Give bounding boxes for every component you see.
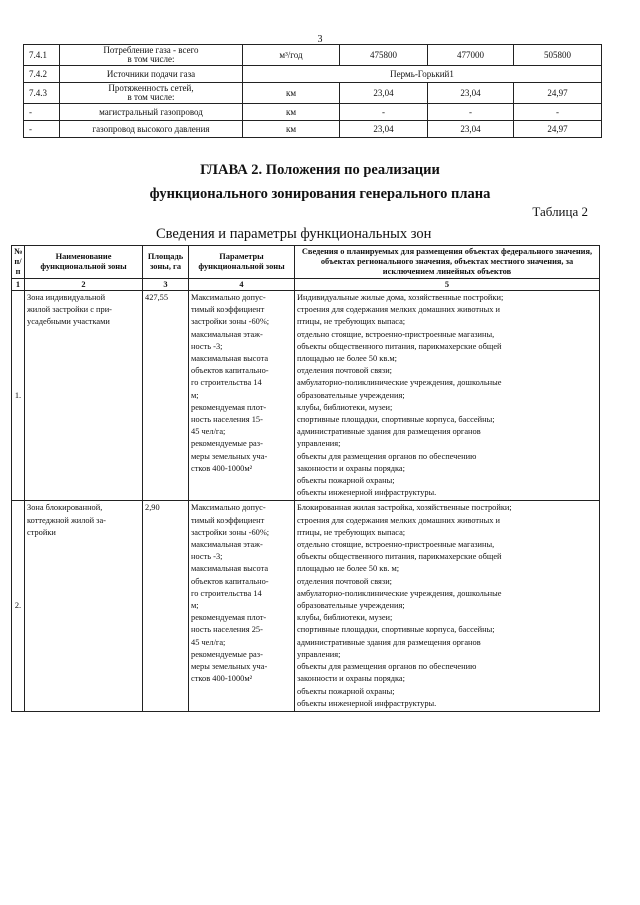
text-line: Максимально допус- [191, 293, 266, 302]
zone-area: 427,55 [143, 291, 189, 501]
zone-objects [295, 501, 600, 711]
row-name-line: в том числе: [127, 54, 175, 64]
text-line: объекты пожарной охраны; [297, 686, 395, 696]
row-name [60, 66, 243, 83]
text-line: законности и охраны порядка; [297, 463, 405, 473]
text-line: тимый коэффициент [191, 515, 265, 525]
row-number: 2. [12, 501, 25, 711]
text-line: объекты инженерной инфраструктуры. [297, 488, 437, 498]
text-line: объекты общественного питания, парикмахерские общей [297, 552, 502, 562]
text-line: отделения почтовой связи; [297, 366, 393, 376]
table-row [24, 121, 602, 138]
text-line: объекты инженерной инфраструктуры. [297, 698, 437, 708]
text-line: 45 чел/га; [191, 427, 226, 437]
row-name-line: Потребление газа - всего [103, 45, 199, 55]
column-number: 4 [189, 279, 295, 291]
table-row [24, 83, 602, 104]
text-line: Индивидуальные жилые дома, хозяйственные постройки; [297, 293, 504, 302]
table-row [24, 104, 602, 121]
zone-area: 2,90 [143, 501, 189, 711]
column-number: 3 [143, 279, 189, 291]
value-2: - [428, 104, 514, 121]
row-number: 7.4.1 [24, 45, 60, 66]
table-row [12, 291, 600, 501]
value-3: 24,97 [514, 83, 602, 104]
text-line: 45 чел/га; [191, 637, 226, 647]
text-line: образовательные учреждения; [297, 390, 405, 400]
text-line: Зона индивидуальной [27, 293, 106, 302]
text-line: объекты для размещения органов по обеспечению [297, 662, 477, 672]
text-line: спортивные площадки, спортивные корпуса, бассейны; [297, 415, 495, 425]
text-line: рекомендуемая плот- [191, 402, 267, 412]
row-number: 7.4.2 [24, 66, 60, 83]
text-line: го строительства 14 [191, 588, 262, 598]
chapter-line-2: функционального зонирования генерального плана [149, 186, 491, 202]
row-name-line: магистральный газопровод [99, 106, 203, 117]
value-3: 505800 [514, 45, 602, 66]
row-name-line: Источники подачи газа [106, 68, 196, 79]
row-number: 7.4.3 [24, 83, 60, 104]
value-3: 24,97 [514, 121, 602, 138]
text-line: отдельно стоящие, встроенно-пристроенные магазины, [297, 540, 495, 550]
text-line: рекомендуемые раз- [191, 649, 263, 659]
row-number: 1. [12, 291, 25, 501]
text-line: максимальная этаж- [191, 540, 263, 550]
text-line: го строительства 14 [191, 378, 262, 388]
chapter-heading [0, 158, 640, 206]
unit: км [243, 104, 340, 121]
text-line: Зона блокированной, [27, 503, 103, 513]
text-line: ность населения 25- [191, 625, 263, 635]
value-3: - [514, 104, 602, 121]
row-name-line: газопровод высокого давления [92, 123, 210, 134]
text-line: Блокированная жилая застройка, хозяйственные постройки; [297, 503, 512, 513]
row-name-line: в том числе: [127, 92, 175, 102]
chapter-line-1: ГЛАВА 2. Положения по реализации [200, 162, 440, 178]
unit: км [243, 83, 340, 104]
text-line: птицы, не требующих выпаса; [297, 317, 406, 327]
column-number: 5 [295, 279, 600, 291]
text-line: отдельно стоящие, встроенно-пристроенные магазины, [297, 329, 495, 339]
value-1: 23,04 [340, 121, 428, 138]
table-row [12, 501, 600, 711]
text-line: коттеджной жилой за- [27, 515, 106, 525]
text-line: м; [191, 390, 199, 400]
text-line: объектов капитально- [191, 366, 269, 376]
text-line: ность населения 15- [191, 415, 263, 425]
header-zone-name: Наименование функциональной зоны [25, 246, 143, 279]
row-name [60, 83, 243, 104]
gas-source: Пермь-Горький1 [243, 66, 602, 83]
text-line: меры земельных уча- [191, 662, 268, 672]
text-line: максимальная высота [191, 564, 269, 574]
text-line: м; [191, 601, 199, 611]
text-line: площадью не более 50 кв. м; [297, 564, 400, 574]
unit: м³/год [243, 45, 340, 66]
zone-params [189, 501, 295, 711]
text-line: площадью не более 50 кв.м; [297, 354, 397, 364]
text-line: отделения почтовой связи; [297, 576, 393, 586]
zone-objects [295, 291, 600, 501]
text-line: объекты пожарной охраны; [297, 476, 395, 486]
text-line: объекты общественного питания, парикмахерские общей [297, 341, 502, 351]
text-line: ность -3; [191, 341, 223, 351]
text-line: управления; [297, 649, 341, 659]
text-line: застройки зоны -60%; [191, 317, 270, 327]
text-line: рекомендуемые раз- [191, 439, 263, 449]
page-number: 3 [317, 34, 323, 45]
header-objects: Сведения о планируемых для размещения объектах федерального значения, объектах регионального значения, объектах местного значения, за исключением линейных объектов [295, 246, 600, 279]
text-line: объекты для размещения органов по обеспечению [297, 451, 477, 461]
text-line: амбулаторно-поликлинические учреждения, дошкольные [297, 378, 502, 388]
functional-zones-table [11, 245, 600, 712]
text-line: строения для содержания мелких домашних животных и [297, 305, 500, 315]
text-line: максимальная высота [191, 354, 269, 364]
text-line: объектов капитально- [191, 576, 269, 586]
row-name-line: Протяженность сетей, [108, 83, 194, 93]
text-line: управления; [297, 439, 341, 449]
text-line: стков 400-1000м² [191, 463, 253, 473]
table-label: Таблица 2 [532, 204, 588, 219]
header-num: № п/п [12, 246, 25, 279]
text-line: строения для содержания мелких домашних животных и [297, 515, 500, 525]
table-row [24, 66, 602, 83]
text-line: максимальная этаж- [191, 329, 263, 339]
text-line: Максимально допус- [191, 503, 266, 513]
text-line: законности и охраны порядка; [297, 674, 405, 684]
text-line: ность -3; [191, 552, 223, 562]
table-title: Сведения и параметры функциональных зон [156, 226, 432, 242]
value-1: 23,04 [340, 83, 428, 104]
text-line: административные здания для размещения органов [297, 637, 481, 647]
zone-name [25, 291, 143, 501]
row-name [60, 104, 243, 121]
header-params: Параметры функциональной зоны [189, 246, 295, 279]
text-line: административные здания для размещения органов [297, 427, 481, 437]
value-1: - [340, 104, 428, 121]
gas-supply-table [23, 44, 602, 138]
row-number: - [24, 104, 60, 121]
text-line: жилой застройки с при- [27, 305, 112, 315]
text-line: стков 400-1000м² [191, 674, 253, 684]
text-line: птицы, не требующих выпаса; [297, 527, 406, 537]
value-2: 23,04 [428, 121, 514, 138]
row-number: - [24, 121, 60, 138]
text-line: стройки [27, 527, 56, 537]
row-name [60, 121, 243, 138]
unit: км [243, 121, 340, 138]
header-area: Площадь зоны, га [143, 246, 189, 279]
text-line: амбулаторно-поликлинические учреждения, дошкольные [297, 588, 502, 598]
column-number: 1 [12, 279, 25, 291]
value-1: 475800 [340, 45, 428, 66]
value-2: 23,04 [428, 83, 514, 104]
value-2: 477000 [428, 45, 514, 66]
column-number: 2 [25, 279, 143, 291]
text-line: рекомендуемая плот- [191, 613, 267, 623]
text-line: меры земельных уча- [191, 451, 268, 461]
text-line: застройки зоны -60%; [191, 527, 270, 537]
zone-params [189, 291, 295, 501]
row-name [60, 45, 243, 66]
zone-name [25, 501, 143, 711]
text-line: клубы, библиотеки, музеи; [297, 402, 393, 412]
text-line: клубы, библиотеки, музеи; [297, 613, 393, 623]
table-row [24, 45, 602, 66]
text-line: тимый коэффициент [191, 305, 265, 315]
text-line: усадебными участками [27, 317, 110, 327]
text-line: образовательные учреждения; [297, 601, 405, 611]
text-line: спортивные площадки, спортивные корпуса, бассейны; [297, 625, 495, 635]
